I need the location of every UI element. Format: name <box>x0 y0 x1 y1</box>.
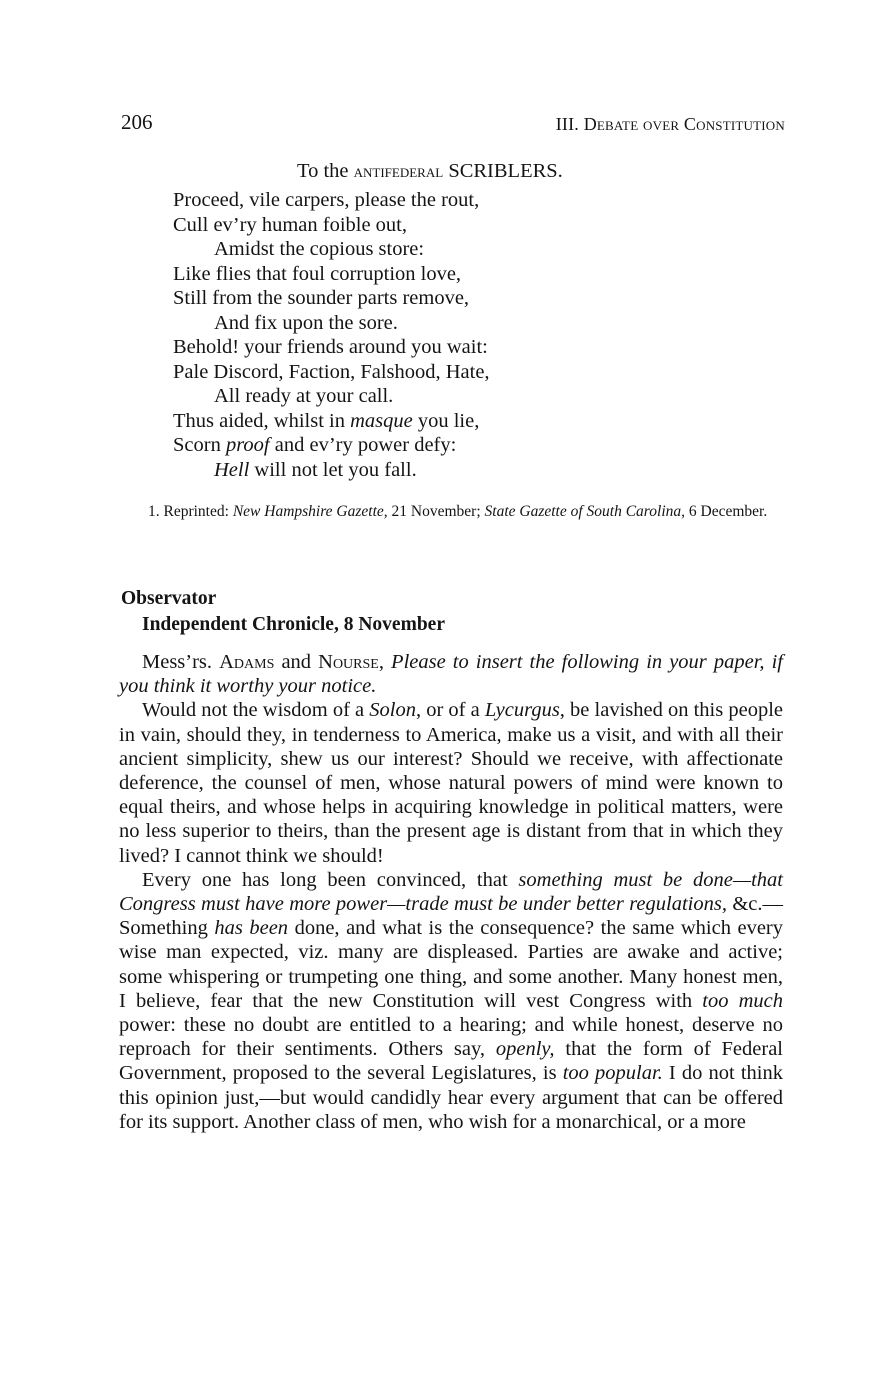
page-number: 206 <box>121 110 153 134</box>
poem-line: Scorn proof and ev’ry power defy: <box>173 434 457 456</box>
poem-line: Like flies that foul corruption love, <box>173 262 462 285</box>
paragraph: Every one has long been convinced, that something must be done—that Congress must have more power—trade must be under better regulations, &c.—Something has been done, and what is the consequence? the same which every wise man expected, viz. many are displeased. Parties are awake and active; some whispering or trumpeting one thing, and some another. Many honest men, I believe, fear that the new Constitution will vest Congress with too much power: these no doubt are entitled to a hearing; and while honest, deserve no reproach for their sentiments. Others say, openly, that the form of Federal Government, proposed to the several Legislatures, is too popular. I do not think this opinion just,—but would candidly hear every argument that can be offered for its support. Another class of men, who wish for a monarchical, or a more <box>119 868 784 1133</box>
poem-line: Still from the sounder parts remove, <box>173 287 470 309</box>
poem-line: Proceed, vile carpers, please the rout, <box>173 189 480 211</box>
poem-line: Pale Discord, Faction, Falshood, Hate, <box>173 360 490 383</box>
paragraph: Mess’rs. Adams and Nourse, Please to insert the following in your paper, if you think it worthy your notice. <box>119 651 783 698</box>
poem-line: Behold! your friends around you wait: <box>173 336 488 358</box>
article-publication-heading: Independent Chronicle, 8 November <box>142 614 445 635</box>
article-body <box>119 650 783 1134</box>
poem-line: All ready at your call. <box>214 385 394 407</box>
poem-line: Hell will not let you fall. <box>214 458 417 481</box>
poem-title: To the antifederal SCRIBLERS. <box>297 160 563 182</box>
poem-line: And fix upon the sore. <box>214 311 398 334</box>
footnote: 1. Reprinted: New Hampshire Gazette, 21 November; State Gazette of South Carolina, 6 December. <box>148 503 768 520</box>
poem-line: Cull ev’ry human foible out, <box>173 213 407 236</box>
poem-line: Thus aided, whilst in masque you lie, <box>173 409 480 432</box>
paragraph: Would not the wisdom of a Solon, or of a Lycurgus, be lavished on this people in vain, should they, in tenderness to America, make us a visit, and with all their ancient simplicity, shew us our interest? Should we receive, with affectionate deference, the counsel of men, whose natural powers of mind were known to equal theirs, and whose helps in acquiring knowledge in political matters, were no less superior to theirs, than the present age is distant from that in which they lived? I cannot think we should! <box>119 699 783 867</box>
page-header <box>121 110 785 140</box>
poem-line: Amidst the copious store: <box>214 238 425 260</box>
article-author-heading: Observator <box>121 588 217 609</box>
running-head: III. Debate over Constitution <box>555 114 785 134</box>
